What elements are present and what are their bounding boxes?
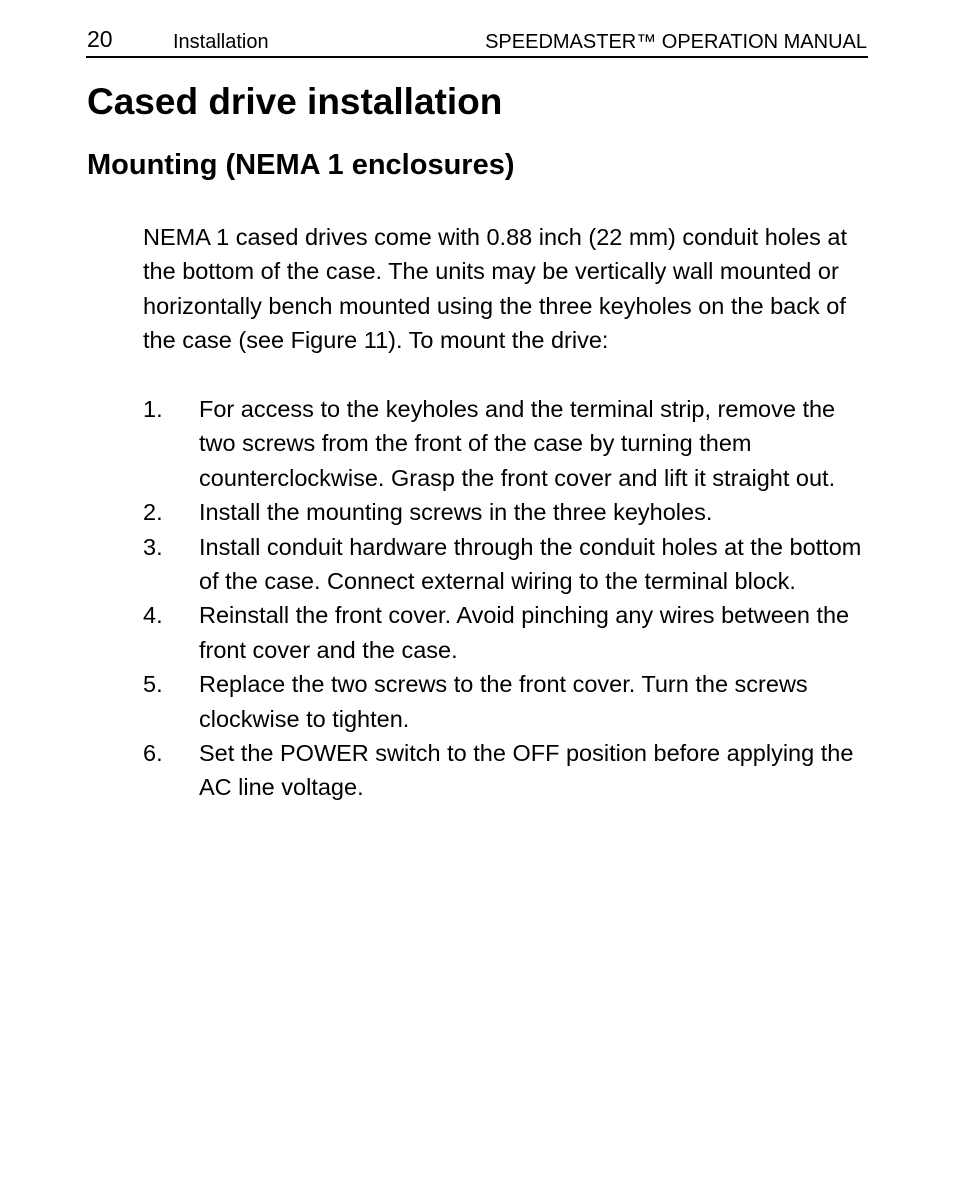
list-item [143, 667, 868, 736]
step-text: Replace the two screws to the front cover. Turn the screws clockwise to tighten. [199, 671, 808, 732]
step-number: 3. [143, 533, 163, 560]
list-item [143, 598, 868, 667]
list-item [143, 495, 868, 529]
step-number: 2. [143, 499, 163, 526]
step-number: 5. [143, 671, 163, 698]
list-item [143, 392, 868, 495]
step-text: Install conduit hardware through the conduit holes at the bottom of the case. Connect external wiring to the terminal block. [199, 533, 862, 595]
step-text: Set the POWER switch to the OFF position before applying the AC line voltage. [199, 740, 854, 801]
step-number: 4. [143, 602, 163, 629]
step-number: 6. [143, 740, 163, 767]
step-text: Reinstall the front cover. Avoid pinching any wires between the front cover and the case. [199, 602, 850, 663]
intro-paragraph: NEMA 1 cased drives come with 0.88 inch (22 mm) conduit holes at the bottom of the case. The units may be vertically wall mounted or horizontally bench mounted using the three keyholes on the back of the case (see Figure 11). To mount the drive: [143, 224, 848, 354]
manual-title: SPEEDMASTER™ OPERATION MANUAL [485, 31, 867, 53]
step-number: 1. [143, 396, 163, 423]
page-title: Cased drive installation [87, 81, 503, 122]
steps-list [143, 392, 868, 805]
list-item [143, 736, 868, 805]
step-text: For access to the keyholes and the terminal strip, remove the two screws from the front of the case by turning them counterclockwise. Grasp the front cover and lift it straight out. [199, 396, 836, 491]
page-number: 20 [87, 26, 113, 52]
running-header [86, 26, 868, 58]
step-text: Install the mounting screws in the three keyholes. [199, 499, 713, 526]
body-text [143, 220, 868, 805]
list-item [143, 530, 868, 599]
subsection-title: Mounting (NEMA 1 enclosures) [87, 149, 515, 181]
section-name: Installation [173, 31, 269, 53]
